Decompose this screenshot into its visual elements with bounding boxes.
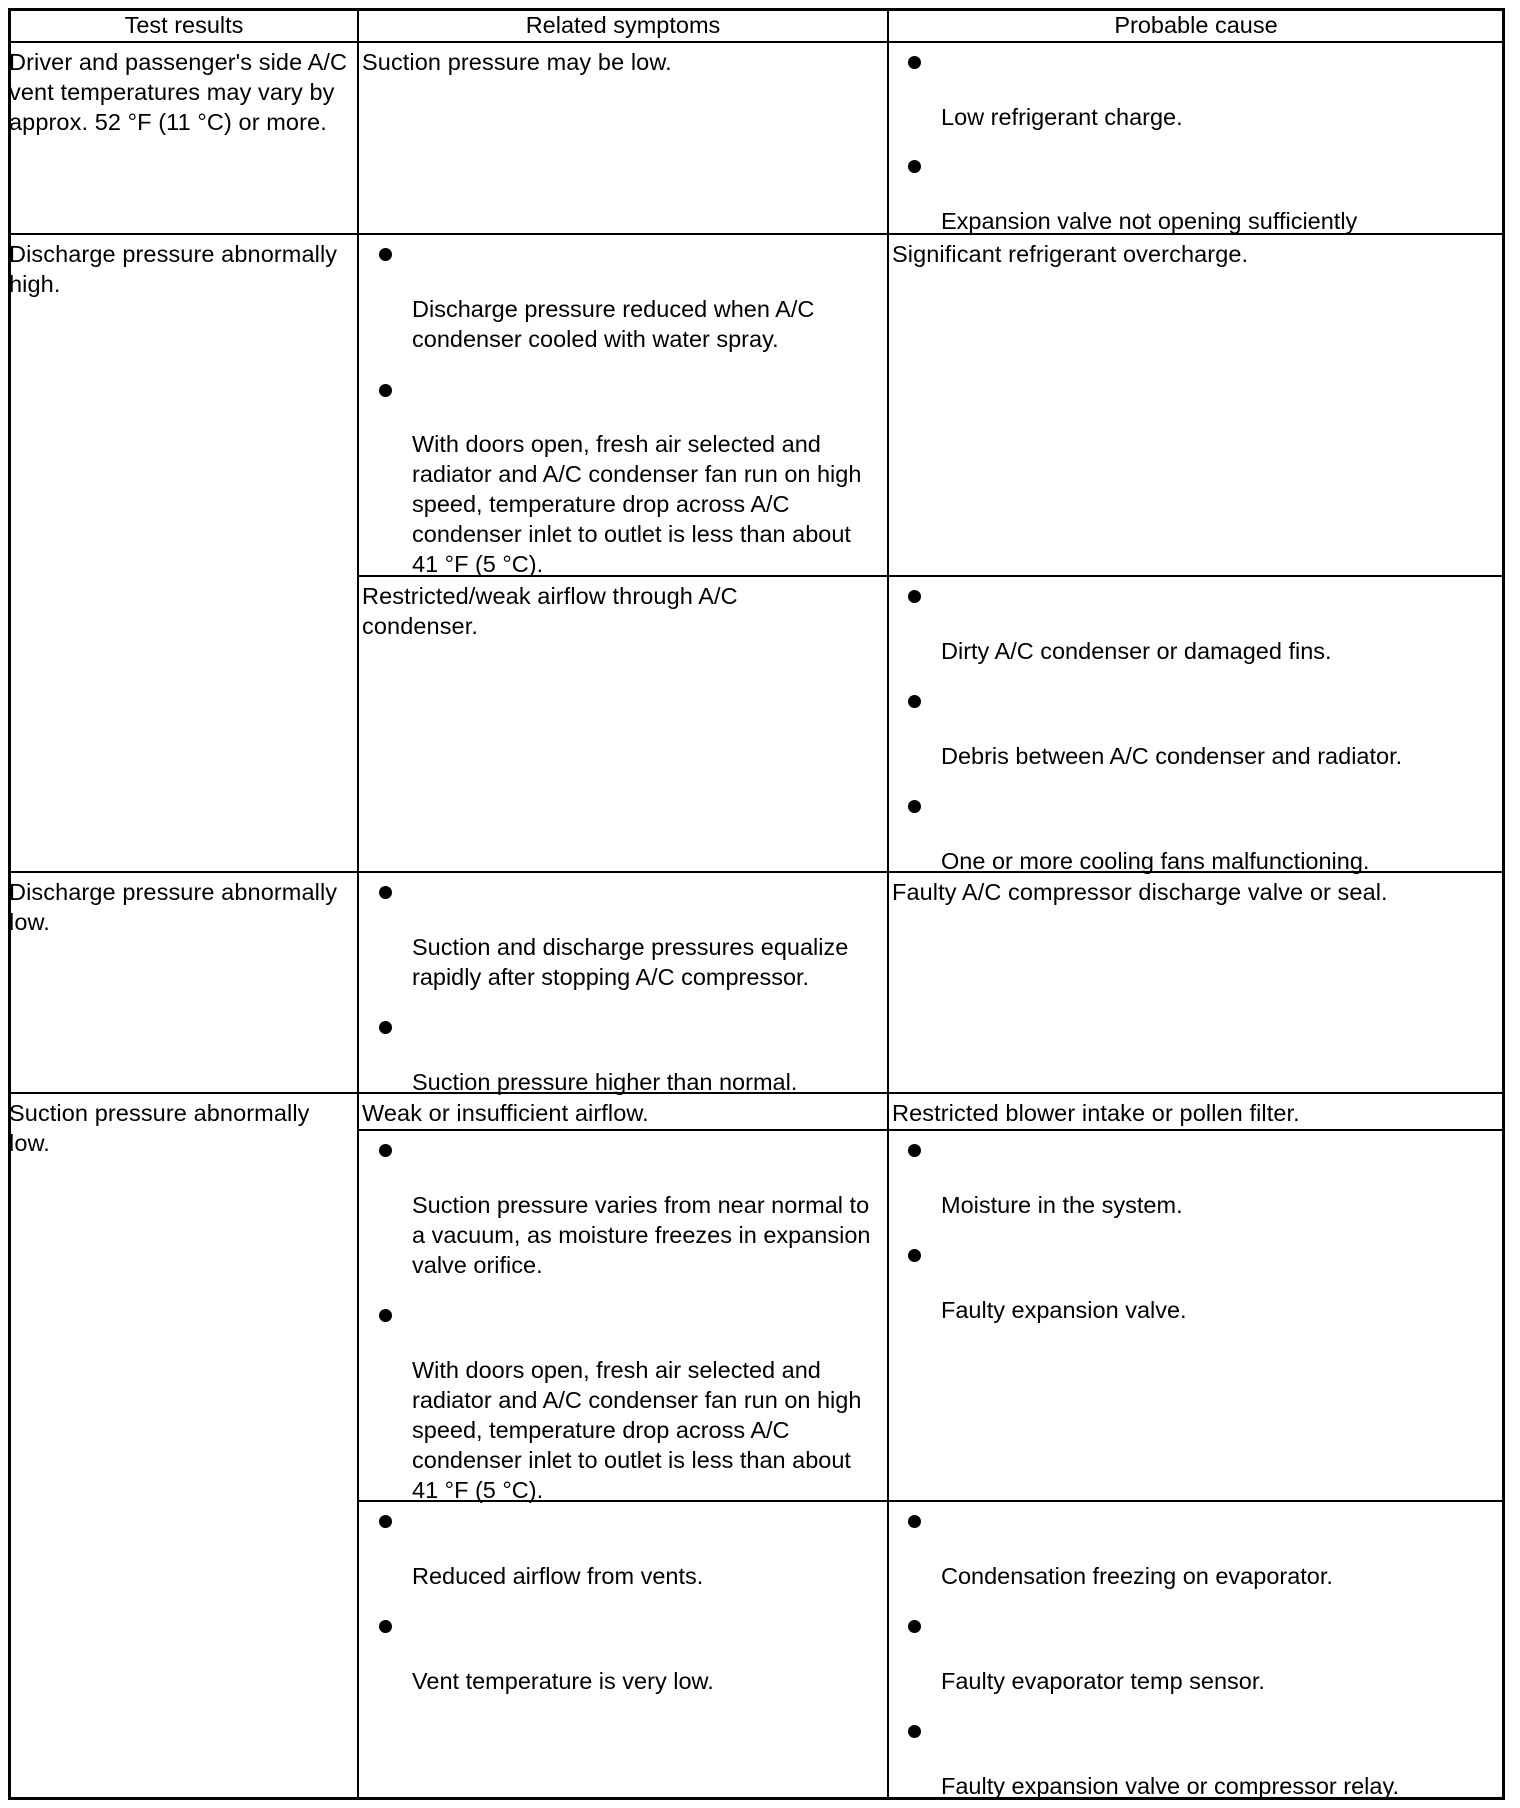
bullet-icon — [908, 800, 921, 813]
bullet-icon — [379, 1021, 392, 1034]
cause-item: Faulty expansion valve. — [941, 1297, 1187, 1323]
cause-item: Faulty evaporator temp sensor. — [941, 1668, 1265, 1694]
header-probable-cause: Probable cause — [1114, 12, 1278, 38]
bullet-icon — [908, 160, 921, 173]
cause-cell: Significant refrigerant overcharge. — [892, 241, 1249, 267]
cause-item: Condensation freezing on evaporator. — [941, 1563, 1333, 1589]
row-divider — [8, 41, 1505, 43]
symptom-item: With doors open, fresh air selected and radiator and A/C condenser fan run on high speed, temperature drop across A/C condenser inlet to outlet is less than about 41 °F (5 °C). — [412, 431, 862, 577]
symptom-item: With doors open, fresh air selected and radiator and A/C condenser fan run on high speed, temperature drop across A/C condenser inlet to outlet is less than about 41 °F (5 °C). — [412, 1357, 862, 1503]
symptom-cell: Restricted/weak airflow through A/C condenser. — [362, 583, 738, 639]
symptom-item: Vent temperature is very low. — [412, 1668, 714, 1694]
symptom-item: Suction pressure varies from near normal to a vacuum, as moisture freezes in expansion valve orifice. — [412, 1192, 871, 1278]
symptom-item: Discharge pressure reduced when A/C condenser cooled with water spray. — [412, 296, 815, 352]
symptom-cell: Suction pressure may be low. — [362, 49, 672, 75]
test-result-cell: Discharge pressure abnormally low. — [9, 879, 338, 935]
cause-item: One or more cooling fans malfunctioning. — [941, 848, 1370, 874]
symptom-item: Suction pressure higher than normal. — [412, 1069, 798, 1095]
bullet-icon — [908, 1144, 921, 1157]
bullet-icon — [379, 1309, 392, 1322]
cause-item: Expansion valve not opening sufficiently — [941, 208, 1358, 234]
row-divider — [358, 1129, 1505, 1131]
cause-cell: Faulty A/C compressor discharge valve or seal. — [892, 879, 1388, 905]
test-result-cell: Driver and passenger's side A/C vent temperatures may vary by approx. 52 °F (11 °C) or more. — [9, 49, 348, 135]
symptom-item: Reduced airflow from vents. — [412, 1563, 704, 1589]
symptom-item: Suction and discharge pressures equalize rapidly after stopping A/C compressor. — [412, 934, 849, 990]
bullet-icon — [908, 1515, 921, 1528]
bullet-icon — [379, 886, 392, 899]
bullet-icon — [379, 1620, 392, 1633]
cause-item: Low refrigerant charge. — [941, 104, 1183, 130]
cause-cell: Restricted blower intake or pollen filter. — [892, 1100, 1300, 1126]
bullet-icon — [908, 1725, 921, 1738]
bullet-icon — [908, 1249, 921, 1262]
symptom-cell: Weak or insufficient airflow. — [362, 1100, 649, 1126]
bullet-icon — [908, 590, 921, 603]
cause-item: Dirty A/C condenser or damaged fins. — [941, 638, 1332, 664]
bullet-icon — [908, 56, 921, 69]
bullet-icon — [379, 248, 392, 261]
cause-item: Debris between A/C condenser and radiator. — [941, 743, 1403, 769]
bullet-icon — [379, 384, 392, 397]
bullet-icon — [379, 1144, 392, 1157]
bullet-icon — [908, 695, 921, 708]
col-divider-2 — [887, 8, 889, 1800]
test-result-cell: Suction pressure abnormally low. — [9, 1100, 310, 1156]
bullet-icon — [379, 1515, 392, 1528]
test-result-cell: Discharge pressure abnormally high. — [9, 241, 338, 297]
cause-item: Moisture in the system. — [941, 1192, 1183, 1218]
header-related-symptoms: Related symptoms — [525, 12, 721, 38]
bullet-icon — [908, 1620, 921, 1633]
cause-item: Faulty expansion valve or compressor relay. — [941, 1773, 1400, 1799]
col-divider-1 — [357, 8, 359, 1800]
header-test-results: Test results — [124, 12, 244, 38]
